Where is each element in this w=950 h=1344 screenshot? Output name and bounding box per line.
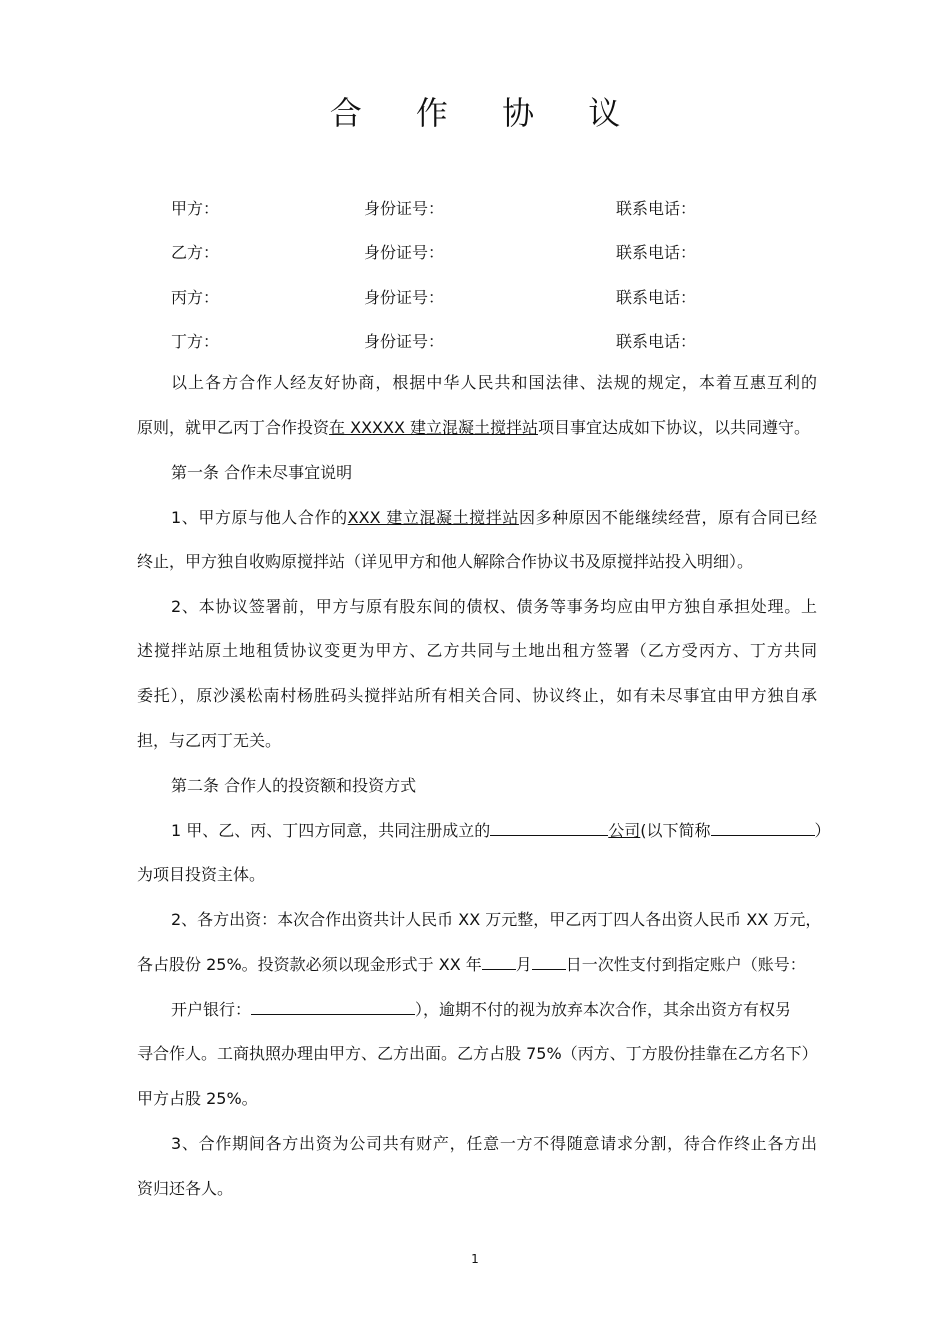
phone-label: 联系电话： [616, 199, 697, 218]
month-blank [482, 954, 516, 970]
art2-p2-line-2 [137, 954, 817, 976]
intro-line-1: 以上各方合作人经友好协商，根据中华人民共和国法律、法规的规定，本着互惠互利的 [171, 373, 817, 392]
party-name: 丁方： [171, 332, 220, 351]
art2-text: ），逾期不付的视为放弃本次合作，其余出资方有权另 [415, 1000, 792, 1019]
art2-text: 月 [515, 955, 532, 974]
art1-text: 因多种原因不能继续经营，原有合同已经 [518, 508, 817, 527]
art1-p2-line-4: 担，与乙丙丁无关。 [137, 731, 282, 750]
bank-label: 开户银行： [171, 1000, 252, 1019]
art1-text: 1、甲方原与他人合作的 [171, 508, 348, 527]
day-blank [532, 954, 566, 970]
intro-text: 原则，就甲乙丙丁合作投资 [137, 418, 330, 437]
short-name-blank [711, 820, 815, 836]
page-number: 1 [471, 1252, 479, 1266]
phone-label: 联系电话： [616, 332, 697, 351]
art2-text: 1 甲、乙、丙、丁四方同意，共同注册成立的 [171, 821, 491, 840]
art2-p3-line-2: 资归还各人。 [137, 1179, 234, 1198]
party-row-ding [0, 329, 950, 355]
art1-p1-line-2: 终止，甲方独自收购原搅拌站（详见甲方和他人解除合作协议书及原搅拌站投入明细）。 [137, 552, 754, 571]
art2-p2-line-4: 寻合作人。工商执照办理由甲方、乙方出面。乙方占股 75%（丙方、丁方股份挂靠在乙方名下） [137, 1044, 818, 1063]
art2-text: ） [814, 821, 831, 840]
document-title: 合 作 协 议 [329, 94, 643, 132]
phone-label: 联系电话： [616, 288, 697, 307]
party-name: 甲方： [171, 199, 220, 218]
art2-text: (以下简称 [640, 821, 711, 840]
art2-text: 日一次性支付到指定账户（账号： [565, 955, 806, 974]
art2-p1-line-2: 为项目投资主体。 [137, 865, 266, 884]
id-number-label: 身份证号： [364, 243, 445, 262]
art1-p2-line-2: 述搅拌站原土地租赁协议变更为甲方、乙方共同与土地出租方签署（乙方受丙方、丁方共同 [137, 641, 817, 660]
intro-line-2 [137, 417, 817, 439]
art2-p2-line-5: 甲方占股 25%。 [137, 1089, 258, 1108]
id-number-label: 身份证号： [364, 288, 445, 307]
art1-p2-line-3: 委托），原沙溪松南村杨胜码头搅拌站所有相关合同、协议终止，如有未尽事宜由甲方独自承 [137, 686, 817, 705]
party-row-jia [0, 196, 950, 222]
art2-p2-line-1: 2、各方出资：本次合作出资共计人民币 XX 万元整，甲乙丙丁四人各出资人民币 XX 万元， [171, 910, 822, 929]
party-name: 乙方： [171, 243, 220, 262]
party-row-bing [0, 285, 950, 311]
company-word: 公司 [608, 821, 641, 840]
party-row-yi [0, 240, 950, 266]
art2-p1-line-1 [171, 820, 831, 842]
article-1-heading: 第一条 合作未尽事宜说明 [171, 463, 353, 482]
art2-p3-line-1: 3、合作期间各方出资为公司共有财产，任意一方不得随意请求分割，待合作终止各方出 [171, 1134, 817, 1153]
phone-label: 联系电话： [616, 243, 697, 262]
article-2-heading: 第二条 合作人的投资额和投资方式 [171, 776, 417, 795]
intro-text: 项目事宜达成如下协议，以共同遵守。 [538, 418, 811, 437]
project-name: 在 XXXXX 建立混凝土搅拌站 [329, 418, 538, 437]
art2-p2-line-3 [171, 999, 817, 1021]
art2-text: 各占股份 25%。投资款必须以现金形式于 XX 年 [137, 955, 482, 974]
art1-p1-line-1 [171, 507, 817, 529]
station-name: XXX 建立混凝土搅拌站 [347, 508, 519, 527]
art1-p2-line-1: 2、本协议签署前，甲方与原有股东间的债权、债务等事务均应由甲方独自承担处理。上 [171, 597, 817, 616]
party-name: 丙方： [171, 288, 220, 307]
company-name-blank [490, 820, 608, 836]
id-number-label: 身份证号： [364, 199, 445, 218]
id-number-label: 身份证号： [364, 332, 445, 351]
bank-blank [251, 999, 415, 1015]
